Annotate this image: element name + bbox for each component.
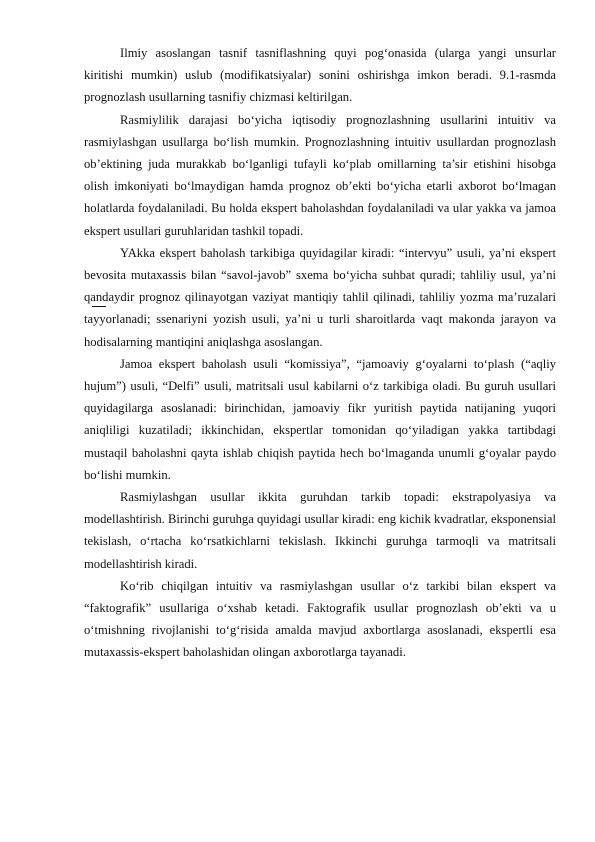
paragraph-2: Rasmiylilik darajasi bo‘yicha iqtisodiy prognozlashning usullarini intuitiv va rasmiylashgan usullarga bo‘lish mumkin. Prognozlashning intuitiv usullardan prognozlash ob’ektining juda murakkab bo‘lganligi tufayli ko‘plab omillarning ta’sir etishini hisobga olish imkoniyati bo‘lmaydigan hamda prognoz ob’ekti bo‘yicha etarli axborot bo‘lmagan holatlarda foydalaniladi. Bu holda ekspert baholashdan foydalaniladi va ular yakka va jamoa ekspert usullari guruhlaridan tashkil topadi. <box>84 112 556 238</box>
paragraph-1: Ilmiy asoslangan tasnif tasniflashning quyi pog‘onasida (ularga yangi unsurlar kiritishi mumkin) uslub (modifikatsiyalar) sonini oshirishga imkon beradi. 9.1-rasmda prognozlash usullarning tasnifiy chizmasi keltirilgan. <box>84 46 556 105</box>
paragraph-5: Rasmiylashgan usullar ikkita guruhdan tarkib topadi: ekstrapolyasiya va modellashtirish. Birinchi guruhga quyidagi usullar kiradi: eng kichik kvadratlar, eksponensial tekislash, o‘rtacha ko‘rsatkichlarni tekislash. Ikkinchi guruhga tarmoqli va matritsali modellashtirish kiradi. <box>84 490 556 571</box>
document-page <box>84 42 556 664</box>
paragraph-3: YAkka ekspert baholash tarkibiga quyidagilar kiradi: “intervyu” usuli, ya’ni ekspert bevosita mutaxassis bilan “savol-javob” sxema bo‘yicha suhbat quradi; tahliliy usul, ya’ni qandaydir prognoz qilinayotgan vaziyat mantiqiy tahlil qilinadi, tahliliy yozma ma’ruzalari tayyorlanadi; ssenariyni yozish usuli, ya’ni u turli sharoitlarda vaqt makonda jarayon va hodisalarning mantiqini aniqlashga asoslangan. <box>84 245 556 349</box>
paragraph-6: Ko‘rib chiqilgan intuitiv va rasmiylashgan usullar o‘z tarkibi bilan ekspert va “faktografik” usullariga o‘xshab ketadi. Faktografik usullar prognozlash ob’ekti va u o‘tmishning rivojlanishi to‘g‘risida amalda mavjud axbortlarga asoslanadi, ekspertli esa mutaxassis-ekspert baholashidan olingan axborotlarga tayanadi. <box>84 578 556 660</box>
paragraph-4: Jamoa ekspert baholash usuli “komissiya”, “jamoaviy g‘oyalarni to‘plash (“aqliy hujum”) usuli, “Delfi” usuli, matritsali usul kabilarni o‘z tarkibiga oladi. Bu guruh usullari quyidagilarga asoslanadi: birinchidan, jamoaviy fikr yuritish paytida natijaning yuqori aniqliligi kuzatiladi; ikkinchidan, ekspertlar tomonidan qo‘yiladigan yakka tartibdagi mustaqil baholashni qayta ishlab chiqish paytida hech bo‘lmaganda unumli g‘oyalar paydo bo‘lishi mumkin. <box>84 356 556 482</box>
